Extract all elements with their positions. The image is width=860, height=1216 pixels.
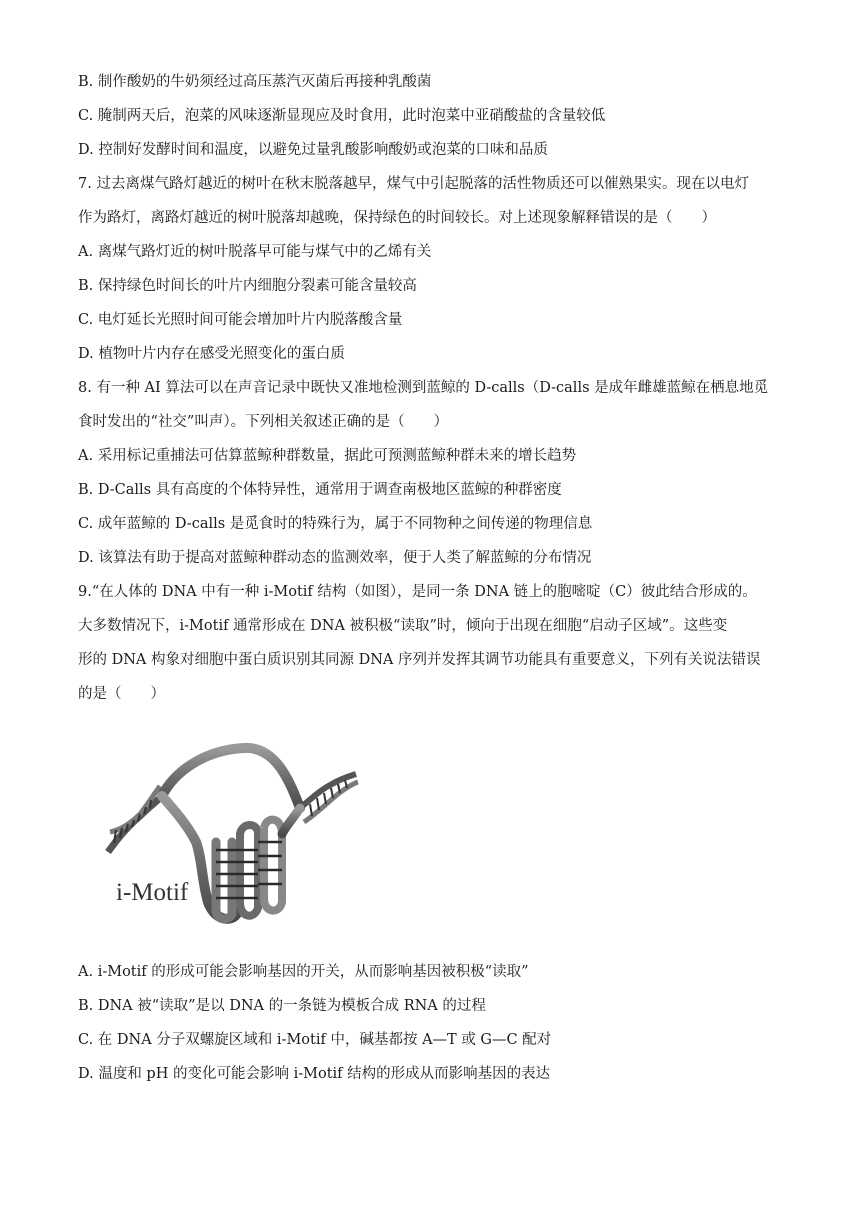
i-motif-diagram (104, 742, 360, 928)
right-descending-strand (282, 808, 300, 834)
q6-option-d: D. 控制好发酵时间和温度，以避免过量乳酸影响酸奶或泡菜的口味和品质 (78, 142, 548, 158)
q9-option-d: D. 温度和 pH 的变化可能会影响 i-Motif 结构的形成从而影响基因的表达 (78, 1066, 551, 1082)
i-motif-figure (104, 742, 360, 928)
top-loop-strand (162, 748, 300, 808)
q8-option-a: A. 采用标记重捕法可估算蓝鲸种群数量，据此可预测蓝鲸种群未来的增长趋势 (78, 448, 577, 464)
q7-option-d: D. 植物叶片内存在感受光照变化的蛋白质 (78, 346, 345, 362)
q8-stem-line-1: 8. 有一种 AI 算法可以在声音记录中既快又准地检测到蓝鲸的 D-calls（D-calls 是成年雌雄蓝鲸在栖息地觅 (78, 380, 769, 396)
q9-stem-line-1: 9.“在人体的 DNA 中有一种 i-Motif 结构（如图），是同一条 DNA 链上的胞嘧啶（C）彼此结合形成的。 (78, 584, 757, 600)
q7-option-c: C. 电灯延长光照时间可能会增加叶片内脱落酸含量 (78, 312, 403, 328)
right-helix (300, 774, 358, 822)
q7-option-b: B. 保持绿色时间长的叶片内细胞分裂素可能含量较高 (78, 278, 417, 294)
q7-stem-line-2: 作为路灯，离路灯越近的树叶脱落却越晚，保持绿色的时间较长。对上述现象解释错误的是（ ） (78, 210, 716, 226)
q6-option-c: C. 腌制两天后，泡菜的风味逐渐显现应及时食用，此时泡菜中亚硝酸盐的含量较低 (78, 108, 606, 124)
base-pair-rungs (216, 842, 282, 898)
q8-option-c: C. 成年蓝鲸的 D-calls 是觅食时的特殊行为，属于不同物种之间传递的物理信息 (78, 516, 593, 532)
q9-option-b: B. DNA 被“读取”是以 DNA 的一条链为模板合成 RNA 的过程 (78, 998, 486, 1014)
q9-stem-line-4: 的是（ ） (78, 686, 165, 702)
left-helix (108, 786, 162, 852)
q8-stem-line-2: 食时发出的“社交”叫声）。下列相关叙述正确的是（ ） (78, 414, 449, 430)
q8-option-b: B. D-Calls 具有高度的个体特异性，通常用于调查南极地区蓝鲸的种群密度 (78, 482, 562, 498)
q9-option-a: A. i-Motif 的形成可能会影响基因的开关，从而影响基因被积极“读取” (78, 964, 529, 980)
inner-strand-1 (216, 842, 232, 919)
q7-stem-line-1: 7. 过去离煤气路灯越近的树叶在秋末脱落越早，煤气中引起脱落的活性物质还可以催熟果实。现在以电灯 (78, 176, 749, 192)
q8-option-d: D. 该算法有助于提高对蓝鲸种群动态的监测效率，便于人类了解蓝鲸的分布情况 (78, 550, 592, 566)
q7-option-a: A. 离煤气路灯近的树叶脱落早可能与煤气中的乙烯有关 (78, 244, 432, 260)
q9-option-c: C. 在 DNA 分子双螺旋区域和 i-Motif 中，碱基都按 A—T 或 G—C 配对 (78, 1032, 552, 1048)
inner-strand-2 (240, 825, 258, 916)
figure-label: i-Motif (116, 879, 189, 906)
q9-stem-line-3: 形的 DNA 构象对细胞中蛋白质识别其同源 DNA 序列并发挥其调节功能具有重要意义，下列有关说法错误 (78, 652, 761, 668)
q6-option-b: B. 制作酸奶的牛奶须经过高压蒸汽灭菌后再接种乳酸菌 (78, 74, 432, 90)
q9-stem-line-2: 大多数情况下，i-Motif 通常形成在 DNA 被积极“读取”时，倾向于出现在细胞“启动子区域”。这些变 (78, 618, 728, 634)
